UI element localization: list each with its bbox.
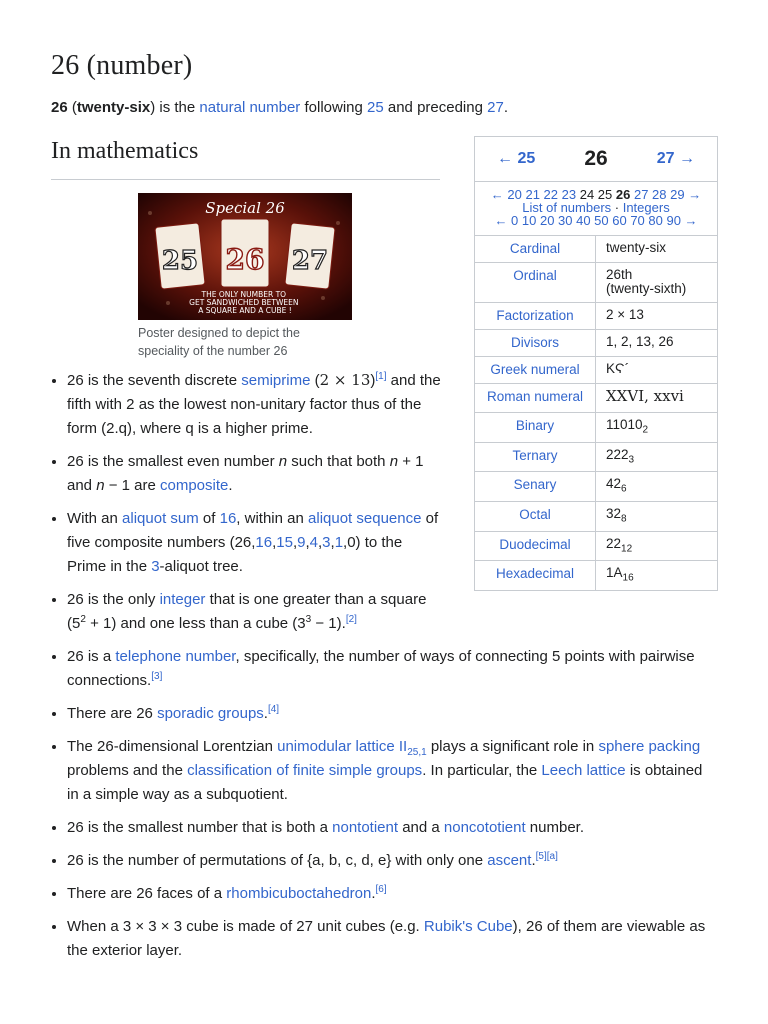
infobox-nav-row-2: List of numbers · Integers: [522, 200, 670, 215]
figure: [138, 193, 352, 360]
row-value: $222_3$: [595, 443, 717, 471]
card-left-number: 25: [161, 246, 199, 276]
row-label[interactable]: Cardinal: [509, 241, 561, 256]
row-label[interactable]: Factorization: [496, 308, 574, 323]
figure-caption: Poster designed to depict the speciality of the number 26: [138, 326, 300, 358]
link-27[interactable]: 27: [487, 99, 504, 116]
list-item: • 26 is the number of permutations of {a, b, c, d, e} with only one ascent.[5][a]: [67, 849, 717, 873]
nav-numbers-next[interactable]: 27 28 29 →: [633, 187, 702, 202]
row-value: 2 × 13: [595, 303, 717, 329]
ref-link[interactable]: [3]: [151, 671, 163, 682]
nav-decades[interactable]: ← 0 10 20 30 40 50 60 70 80 90 →: [494, 213, 698, 228]
poster-image[interactable]: [138, 193, 352, 320]
row-label[interactable]: Ternary: [512, 448, 558, 463]
link-sphere-packing[interactable]: sphere packing: [598, 738, 701, 755]
link-nontotient[interactable]: nontotient: [332, 819, 399, 836]
lead-word: twenty-six: [76, 99, 151, 116]
link-seq-4[interactable]: 4: [309, 534, 318, 551]
list-item: • There are 26 faces of a rhombicuboctahedron.[6]: [67, 882, 717, 906]
infobox-navigation: [475, 181, 717, 235]
page-title: 26 (number): [51, 50, 193, 81]
card-center-number: 26: [225, 243, 265, 276]
link-list-of-numbers[interactable]: List of numbers: [522, 200, 612, 215]
link-seq-15[interactable]: 15: [276, 534, 293, 551]
ref-link[interactable]: [1]: [375, 371, 387, 382]
row-label[interactable]: Octal: [519, 507, 551, 522]
link-integers[interactable]: Integers: [622, 200, 670, 215]
link-rhombicuboctahedron[interactable]: rhombicuboctahedron: [226, 885, 372, 902]
card-right-number: 27: [291, 246, 329, 276]
infobox-row-cardinal: [475, 235, 717, 262]
link-natural-number[interactable]: natural number: [199, 99, 301, 116]
infobox-row-ordinal: [475, 262, 717, 302]
list-item: • When a 3 × 3 × 3 cube is made of 27 unit cubes (e.g. Rubik's Cube), 26 of them are viewable as the exterior layer.: [67, 915, 717, 963]
link-3[interactable]: 3: [151, 558, 160, 575]
row-value: twenty-six: [595, 236, 717, 262]
link-25[interactable]: 25: [367, 99, 384, 116]
nav-numbers-prev[interactable]: ← 20 21 22 23: [490, 187, 577, 202]
link-rubiks-cube[interactable]: Rubik's Cube: [423, 918, 513, 935]
list-item: • The 26-dimensional Lorentzian unimodular lattice $II_{25,1}$ plays a significant role in sphere packing problems and the classification of finite simple groups. In particular, the Leech lattice is obtained in a simple way as a subquotient.: [67, 735, 717, 807]
infobox-row-divisors: [475, 329, 717, 356]
link-classification[interactable]: classification of finite simple groups: [187, 762, 423, 779]
list-item: • 26 is the smallest even number n such that both n + 1 and n − 1 are composite.: [67, 450, 442, 498]
link-seq-16[interactable]: 16: [255, 534, 273, 551]
ref-link[interactable]: [4]: [267, 704, 280, 715]
infobox-header: [475, 137, 717, 181]
row-value: 1, 2, 13, 26: [595, 330, 717, 356]
ref-link[interactable]: [5][a]: [535, 851, 558, 862]
link-sporadic-groups[interactable]: sporadic groups: [157, 705, 264, 722]
link-composite[interactable]: composite: [160, 477, 229, 494]
link-noncototient[interactable]: noncototient: [443, 819, 526, 836]
infobox-row-factorization: [475, 302, 717, 329]
link-16[interactable]: 16: [219, 510, 237, 527]
row-label[interactable]: Senary: [513, 477, 557, 492]
infobox-prev-link[interactable]: ← 25: [497, 150, 536, 167]
infobox-current: 26: [584, 147, 608, 170]
row-value: $1A_{16}$: [595, 561, 717, 590]
row-label[interactable]: Binary: [515, 418, 555, 433]
row-value: $42_6$: [595, 472, 717, 501]
link-leech-lattice[interactable]: Leech lattice: [541, 762, 626, 779]
link-unimodular-lattice[interactable]: unimodular lattice $II_{25,1}$: [277, 738, 427, 758]
row-label[interactable]: Divisors: [510, 335, 559, 350]
infobox-next-link[interactable]: 27 →: [656, 150, 695, 167]
list-item: • 26 is a telephone number, specifically, the number of ways of connecting 5 points with pairwise connections.[3]: [67, 645, 717, 693]
ref-link[interactable]: [6]: [375, 884, 387, 895]
row-label[interactable]: Duodecimal: [499, 537, 571, 552]
lead-paragraph: 26 (twenty-six) is the natural number following 25 and preceding 27.: [51, 99, 508, 116]
row-value: $22_{12}$: [595, 532, 717, 560]
section-heading: In mathematics: [51, 138, 440, 180]
row-label[interactable]: Ordinal: [513, 268, 557, 283]
ref-link[interactable]: [2]: [345, 614, 357, 625]
infobox-nav-row-3: [479, 214, 713, 227]
infobox-nav-row-1: ← 20 21 22 23 24 25 26 27 28 29 →: [490, 187, 702, 202]
row-value: ΚϚ´: [595, 357, 717, 383]
link-seq-9[interactable]: 9: [297, 534, 306, 551]
list-item: • 26 is the only integer that is one greater than a square $(5^2 + 1)$ and one less than a cube $(3^3 - 1).[2]$: [67, 588, 442, 636]
link-seq-3[interactable]: 3: [322, 534, 331, 551]
row-value: XXVI, xxvi: [595, 384, 717, 412]
facts-list: [51, 368, 717, 972]
row-value: $11010_2$: [595, 413, 717, 442]
lead-number: 26: [51, 99, 68, 116]
link-aliquot-sequence[interactable]: aliquot sequence: [308, 510, 422, 527]
row-label[interactable]: Hexadecimal: [495, 566, 575, 581]
list-item: • 26 is the seventh discrete semiprime (2 × 13)[1] and the fifth with 2 as the lowest non-unitary factor thus of the form (2.q), where q is a higher prime.: [67, 368, 442, 441]
link-semiprime[interactable]: semiprime: [241, 372, 311, 389]
poster-title: Special 26: [205, 199, 285, 217]
row-value: $32_8$: [595, 502, 717, 531]
link-aliquot-sum[interactable]: aliquot sum: [122, 510, 199, 527]
poster-graphic: [138, 193, 352, 320]
link-integer[interactable]: integer: [159, 591, 206, 608]
row-label[interactable]: Roman numeral: [486, 389, 584, 404]
poster-text: THE ONLY NUMBER TO GET SANDWICHED BETWEEN A SQUARE AND A CUBE !: [189, 290, 299, 315]
list-item: • 26 is the smallest number that is both a nontotient and a noncototient number.: [67, 816, 717, 840]
link-ascent[interactable]: ascent: [487, 852, 532, 869]
link-seq-1[interactable]: 1: [334, 534, 344, 551]
math-expression: 2 × 13: [319, 371, 371, 389]
list-item: • There are 26 sporadic groups.[4]: [67, 702, 717, 726]
list-item: • With an aliquot sum of 16, within an aliquot sequence of five composite numbers (26,16,15,9,4,3,1,0) to the Prime in the 3-aliquot tree.: [67, 507, 442, 579]
link-telephone-number[interactable]: telephone number: [115, 648, 236, 665]
row-label[interactable]: Greek numeral: [490, 362, 580, 377]
row-value: 26th (twenty-sixth): [595, 263, 717, 302]
